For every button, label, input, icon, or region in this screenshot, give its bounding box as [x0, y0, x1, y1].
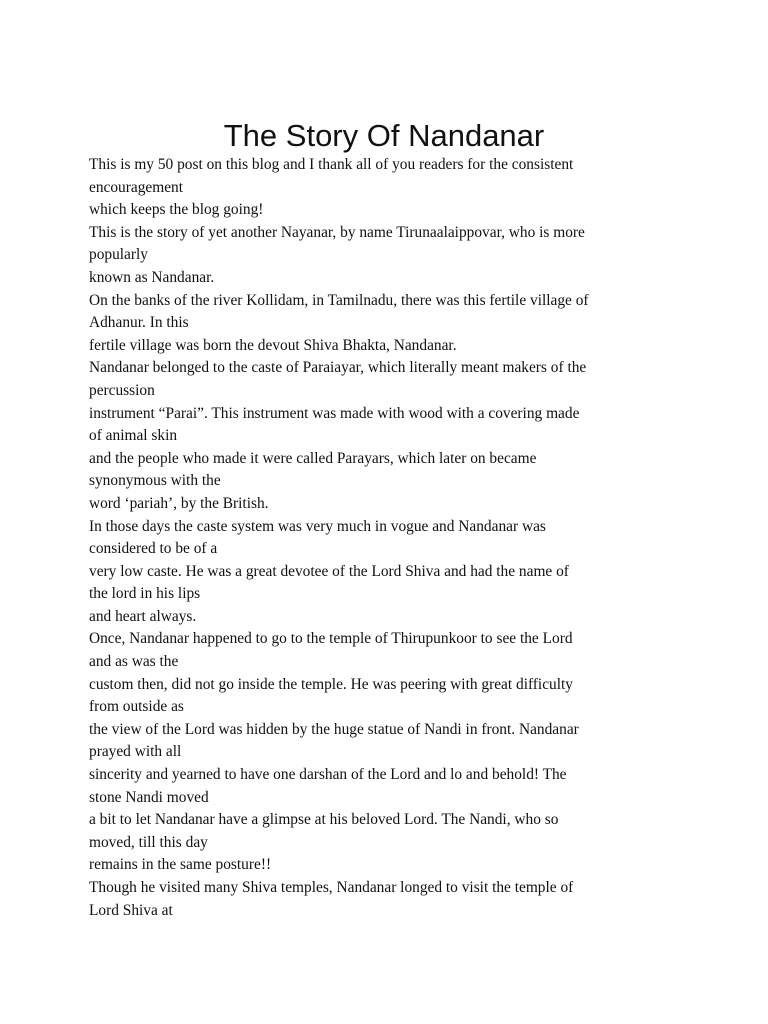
text-line: percussion [89, 381, 155, 399]
text-line: Adhanur. In this [89, 314, 189, 332]
text-line: synonymous with the [89, 472, 221, 490]
text-line: moved, till this day [89, 833, 208, 851]
text-line: remains in the same posture!! [89, 856, 272, 874]
text-line: fertile village was born the devout Shiva Bhakta, Nandanar. [89, 336, 457, 354]
document-title: The Story Of Nandanar [223, 118, 545, 153]
text-line: custom then, did not go inside the temple. He was peering with great difficulty [89, 675, 573, 693]
text-line: the lord in his lips [89, 585, 201, 603]
text-line: prayed with all [89, 743, 182, 761]
text-line: word ‘pariah’, by the British. [89, 494, 269, 512]
text-line: Though he visited many Shiva temples, Nandanar longed to visit the temple of [89, 879, 574, 896]
text-line: considered to be of a [89, 540, 218, 558]
text-line: which keeps the blog going! [89, 201, 264, 219]
text-line: and as was the [89, 653, 179, 671]
text-line: This is my 50 post on this blog and I thank all of you readers for the consistent [89, 156, 574, 173]
text-line: stone Nandi moved [89, 788, 209, 806]
text-line: from outside as [89, 698, 184, 716]
text-line: Nandanar belonged to the caste of Paraiayar, which literally meant makers of the [89, 359, 587, 377]
text-line: popularly [89, 246, 148, 264]
text-line: Once, Nandanar happened to go to the temple of Thirupunkoor to see the Lord [89, 630, 573, 648]
text-line: This is the story of yet another Nayanar, by name Tirunaalaippovar, who is more [89, 223, 585, 241]
text-line: known as Nandanar. [89, 268, 215, 286]
text-line: sincerity and yearned to have one darshan of the Lord and lo and behold! The [89, 766, 567, 784]
text-line: and heart always. [89, 607, 197, 625]
text-line: very low caste. He was a great devotee of the Lord Shiva and had the name of [89, 562, 569, 580]
text-line: encouragement [89, 178, 184, 196]
text-line: Lord Shiva at [89, 901, 173, 919]
text-line: and the people who made it were called Parayars, which later on became [89, 449, 537, 467]
text-line: the view of the Lord was hidden by the huge statue of Nandi in front. Nandanar [89, 720, 579, 738]
text-line: In those days the caste system was very much in vogue and Nandanar was [89, 517, 546, 535]
text-line: a bit to let Nandanar have a glimpse at his beloved Lord. The Nandi, who so [89, 811, 559, 829]
text-line: instrument “Parai”. This instrument was made with wood with a covering made [89, 404, 580, 422]
document-body [89, 154, 689, 922]
text-line: On the banks of the river Kollidam, in Tamilnadu, there was this fertile village of [89, 291, 589, 309]
text-line: of animal skin [89, 427, 178, 445]
